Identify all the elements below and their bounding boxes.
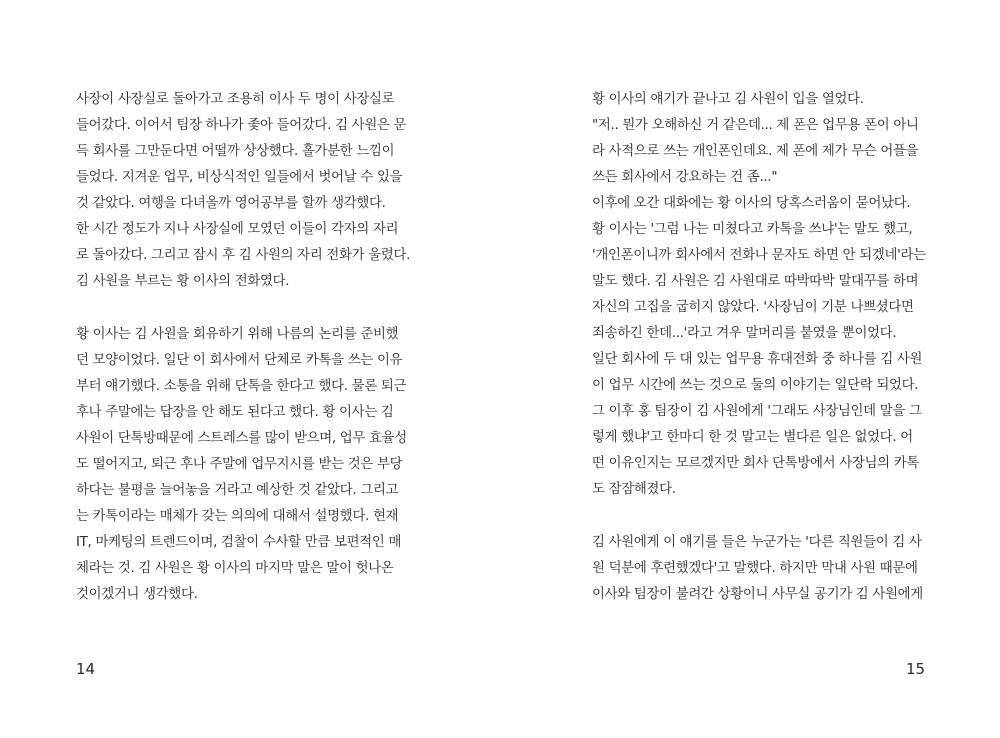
text-line: 이 업무 시간에 쓰는 것으로 둘의 이야기는 일단락 되었다. — [592, 378, 919, 393]
text-line: 던 모양이었다. 일단 이 회사에서 단체로 카톡을 쓰는 이유 — [76, 353, 403, 368]
text-line: 말도 했다. 김 사원은 김 사원대로 따박따박 말대꾸를 하며 — [592, 274, 919, 289]
page-number: 15 — [906, 660, 926, 678]
text-line: 황 이사는 김 사원을 회유하기 위해 나름의 논리를 준비했 — [76, 327, 399, 342]
text-line: 그 이후 홍 팀장이 김 사원에게 '그래도 사장님인데 말을 그 — [592, 404, 922, 419]
paragraph-gap — [76, 295, 410, 322]
text-line: 것 같았다. 여행을 다녀올까 영어공부를 할까 생각했다. — [76, 196, 386, 211]
text-line: 떤 이유인지는 모르겠지만 회사 단톡방에서 사장님의 카톡 — [592, 456, 919, 471]
paragraph — [592, 191, 926, 347]
text-line: 것이겠거니 생각했다. — [76, 587, 198, 602]
right-page — [500, 0, 1000, 738]
text-line: 부터 얘기했다. 소통을 위해 단톡을 한다고 했다. 물론 퇴근 — [76, 379, 407, 394]
text-line: 일단 회사에 두 대 있는 업무용 휴대전화 중 하나를 김 사원 — [592, 352, 923, 367]
paragraph — [592, 87, 926, 191]
text-line: 도 잠잠해졌다. — [592, 482, 676, 497]
paragraph — [76, 217, 410, 295]
text-line: 후나 주말에는 답장을 안 해도 된다고 했다. 황 이사는 김 — [76, 405, 394, 420]
text-line: 하다는 불평을 늘어놓을 거라고 예상한 것 같았다. 그리고 — [76, 483, 399, 498]
right-page-body — [592, 87, 926, 608]
page-number: 14 — [76, 660, 96, 678]
text-line: 김 사원에게 이 얘기를 들은 누군가는 '다른 직원들이 김 사 — [592, 535, 922, 550]
paragraph-gap — [592, 503, 926, 530]
text-line: 도 떨어지고, 퇴근 후나 주말에 업무지시를 받는 것은 부당 — [76, 457, 403, 472]
text-line: 체라는 것. 김 사원은 황 이사의 마지막 말은 말이 헛나온 — [76, 561, 394, 576]
text-line: 이후에 오간 대화에는 황 이사의 당혹스러움이 묻어났다. — [592, 196, 911, 211]
text-line: 라 사적으로 쓰는 개인폰인데요. 제 폰에 제가 무슨 어플을 — [592, 144, 919, 159]
paragraph — [76, 87, 410, 217]
text-line: 는 카톡이라는 매체가 갖는 의의에 대해서 설명했다. 현재 — [76, 509, 399, 524]
text-line: 자신의 고집을 굽히지 않았다. '사장님이 기분 나쁘셨다면 — [592, 300, 914, 315]
text-line: 로 돌아갔다. 그리고 잠시 후 김 사원의 자리 전화가 울렸다. — [76, 248, 411, 263]
paragraph — [592, 347, 926, 503]
text-line: IT, 마케팅의 트렌드이며, 검찰이 수사할 만큼 보편적인 매 — [76, 535, 402, 550]
text-line: 죄송하긴 한데...'라고 겨우 말머리를 붙였을 뿐이었다. — [592, 326, 897, 341]
paragraph — [76, 322, 410, 608]
text-line: 들었다. 지겨운 업무, 비상식적인 일들에서 벗어날 수 있을 — [76, 170, 403, 185]
text-line: 쓰든 회사에서 강요하는 건 좀..." — [592, 170, 778, 185]
text-line: 사원이 단톡방때문에 스트레스를 많이 받으며, 업무 효율성 — [76, 431, 407, 446]
paragraph — [592, 530, 926, 608]
text-line: 원 덕분에 후련했겠다'고 말했다. 하지만 막내 사원 때문에 — [592, 561, 918, 576]
text-line: 황 이사는 '그럼 나는 미쳤다고 카톡을 쓰냐'는 말도 했고, — [592, 222, 913, 237]
text-line: 득 회사를 그만둔다면 어떨까 상상했다. 홀가분한 느낌이 — [76, 144, 395, 159]
text-line: 김 사원을 부르는 황 이사의 전화였다. — [76, 274, 290, 289]
text-line: '개인폰이니까 회사에서 전화나 문자도 하면 안 되겠네'라는 — [592, 248, 926, 263]
text-line: 황 이사의 얘기가 끝나고 김 사원이 입을 열었다. — [592, 92, 864, 107]
text-line: 이사와 팀장이 불려간 상황이니 사무실 공기가 김 사원에게 — [592, 587, 923, 602]
text-line: 렇게 했냐'고 한마디 한 것 말고는 별다른 일은 없었다. 어 — [592, 430, 913, 445]
text-line: 들어갔다. 이어서 팀장 하나가 좇아 들어갔다. 김 사원은 문 — [76, 118, 407, 133]
text-line: "저.. 뭔가 오해하신 거 같은데... 제 폰은 업무용 폰이 아니 — [592, 118, 919, 133]
text-line: 한 시간 정도가 지나 사장실에 모였던 이들이 각자의 자리 — [76, 222, 399, 237]
text-line: 사장이 사장실로 돌아가고 조용히 이사 두 명이 사장실로 — [76, 92, 395, 107]
left-page-body — [76, 87, 410, 608]
